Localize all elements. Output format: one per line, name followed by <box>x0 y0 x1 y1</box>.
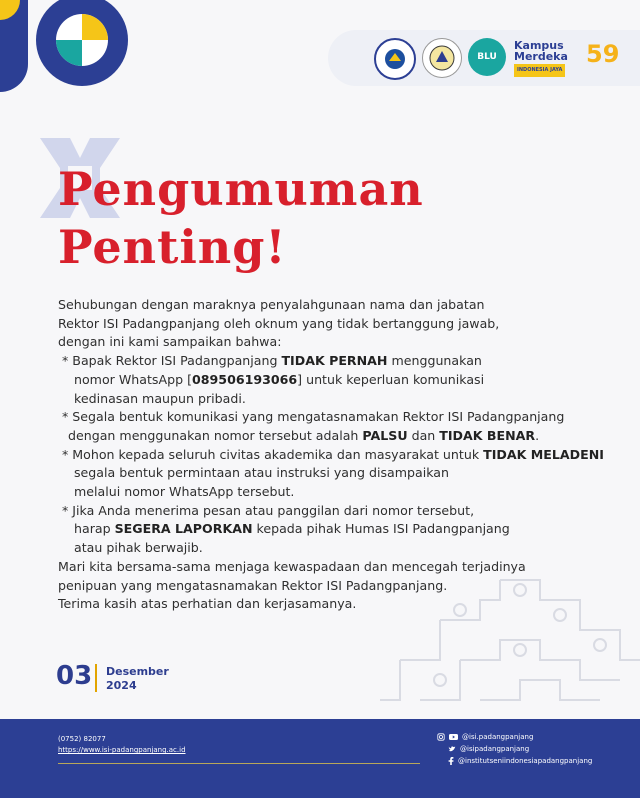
bullet-1-cont: nomor WhatsApp [089506193066] untuk keperluan komunikasi <box>74 371 485 387</box>
bullet-3-cont: melalui nomor WhatsApp tersebut. <box>74 484 295 500</box>
page-title <box>58 160 424 276</box>
bullet-2-cont: dengan menggunakan nomor tersebut adalah PALSU dan TIDAK BENAR. <box>68 427 540 443</box>
closing-line: Terima kasih atas perhatian dan kerjasamanya. <box>58 596 357 612</box>
bullet-2: * Segala bentuk komunikasi yang mengatasnamakan Rektor ISI Padangpanjang <box>62 409 565 425</box>
kampus-merdeka-logo <box>514 40 584 77</box>
bullet-4: * Jika Anda menerima pesan atau panggilan dari nomor tersebut, <box>62 502 475 518</box>
bullet-3-cont: segala bentuk permintaan atau instruksi yang disampaikan <box>74 465 450 481</box>
intro-line: Sehubungan dengan maraknya penyalahgunaan nama dan jabatan <box>58 297 485 312</box>
footer <box>0 719 640 798</box>
footer-website-link[interactable]: https://www.isi-padangpanjang.ac.id <box>58 746 186 754</box>
bullet-4-cont: atau pihak berwajib. <box>74 540 203 556</box>
kampus-merdeka-subtext: INDONESIA JAYA <box>514 64 565 77</box>
bullet-3: * Mohon kepada seluruh civitas akademika dan masyarakat untuk TIDAK MELADENI <box>62 446 604 462</box>
title-line-1: Pengumuman <box>58 162 424 216</box>
bullet-1: * Bapak Rektor ISI Padangpanjang TIDAK PERNAH menggunakan <box>62 353 482 369</box>
footer-social-facebook[interactable] <box>448 757 592 765</box>
youtube-icon <box>449 733 458 741</box>
intro-line: Rektor ISI Padangpanjang oleh oknum yang tidak bertanggung jawab, <box>58 315 500 331</box>
footer-phone: (0752) 82077 <box>58 735 106 743</box>
footer-handle-ig: @isi.padangpanjang <box>462 733 534 741</box>
anniversary-59-logo: 59 <box>586 40 620 68</box>
sponsor-logo-bar <box>328 30 640 86</box>
bullet-1-cont: kedinasan maupun pribadi. <box>74 390 246 406</box>
instagram-icon <box>437 733 445 741</box>
footer-social-twitter[interactable] <box>448 745 529 753</box>
footer-handle-facebook: @institutseniindonesiapadangpanjang <box>458 757 593 765</box>
date-separator <box>95 664 97 692</box>
isi-padangpanjang-logo <box>422 38 462 78</box>
blu-logo: BLU <box>468 38 506 76</box>
facebook-icon <box>448 757 454 765</box>
title-line-2: Penting! <box>58 220 287 274</box>
bullet-4-cont: harap SEGERA LAPORKAN kepada pihak Humas ISI Padangpanjang <box>74 521 510 537</box>
footer-social-instagram-youtube[interactable] <box>437 733 533 741</box>
closing-line: penipuan yang mengatasnamakan Rektor ISI Padangpanjang. <box>58 577 448 593</box>
intro-line: dengan ini kami sampaikan bahwa: <box>58 334 282 350</box>
kemendikbud-logo <box>374 38 416 80</box>
date-year: 2024 <box>106 679 137 692</box>
footer-handle-twitter: @isipadangpanjang <box>460 745 530 753</box>
date-month: Desember <box>106 665 169 678</box>
footer-divider <box>58 763 420 764</box>
kampus-merdeka-text: Kampus Merdeka <box>514 39 568 63</box>
announcement-body <box>58 296 618 614</box>
brand-logo-mark <box>0 0 140 100</box>
date-day: 03 <box>56 661 93 691</box>
closing-line: Mari kita bersama-sama menjaga kewaspadaan dan mencegah terjadinya <box>58 558 526 574</box>
twitter-icon <box>448 745 456 753</box>
date-month-year <box>106 665 169 693</box>
